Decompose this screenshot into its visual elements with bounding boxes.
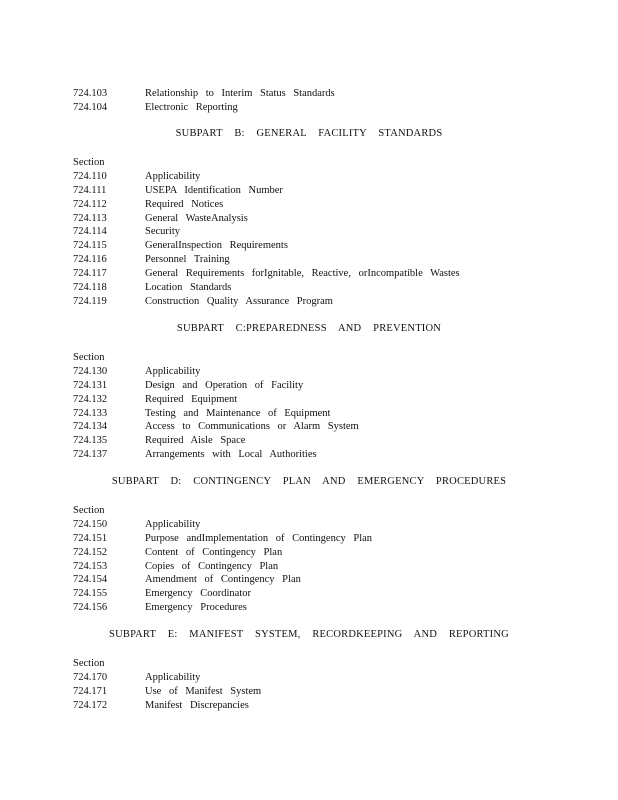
subpart-e-heading: SUBPART E: MANIFEST SYSTEM, RECORDKEEPING AND REPORTING bbox=[109, 629, 509, 640]
section-title: Arrangements with Local Authorities bbox=[145, 449, 317, 461]
section-number: 724.151 bbox=[73, 532, 108, 544]
section-title: GeneralInspection Requirements bbox=[145, 240, 288, 252]
list-item bbox=[73, 184, 553, 198]
list-item bbox=[73, 393, 553, 407]
section-number: 724.119 bbox=[73, 295, 107, 307]
section-number: 724.111 bbox=[73, 184, 107, 196]
list-item bbox=[73, 225, 553, 239]
list-item bbox=[73, 281, 553, 295]
section-number: 724.130 bbox=[73, 365, 108, 377]
section-label: Section bbox=[73, 658, 105, 669]
section-title: Electronic Reporting bbox=[145, 101, 238, 113]
list-item bbox=[73, 699, 553, 713]
subpart-d-list bbox=[73, 504, 553, 615]
section-title: Use of Manifest System bbox=[145, 685, 262, 697]
section-number: 724.153 bbox=[73, 560, 108, 572]
section-number: 724.150 bbox=[73, 518, 108, 530]
section-title: Security bbox=[145, 226, 180, 238]
section-title: Purpose andImplementation of Contingency Plan bbox=[145, 532, 373, 544]
list-item bbox=[73, 434, 553, 448]
list-item bbox=[73, 212, 553, 226]
subpart-d-heading: SUBPART D: CONTINGENCY PLAN AND EMERGENCY PROCEDURES bbox=[111, 476, 507, 487]
section-title: Required Aisle Space bbox=[145, 435, 246, 447]
list-item bbox=[73, 546, 553, 560]
section-title: Manifest Discrepancies bbox=[145, 699, 249, 711]
section-title: Copies of Contingency Plan bbox=[145, 560, 279, 572]
section-title: Applicability bbox=[145, 518, 201, 530]
section-title: Testing and Maintenance of Equipment bbox=[145, 407, 331, 419]
section-title: Applicability bbox=[145, 170, 201, 182]
section-number: 724.131 bbox=[73, 379, 108, 391]
section-number: 724.170 bbox=[73, 671, 108, 683]
section-label: Section bbox=[73, 352, 105, 363]
section-title: Required Notices bbox=[145, 198, 224, 210]
subpart-b-heading: SUBPART B: GENERAL FACILITY STANDARDS bbox=[175, 128, 443, 139]
section-number: 724.156 bbox=[73, 602, 108, 614]
section-number: 724.103 bbox=[73, 88, 108, 99]
section-number: 724.155 bbox=[73, 588, 108, 600]
section-title: Applicability bbox=[145, 671, 201, 683]
list-item bbox=[73, 685, 553, 699]
list-item bbox=[73, 295, 553, 309]
list-item bbox=[73, 420, 553, 434]
section-title: Relationship to Interim Status Standards bbox=[145, 88, 335, 99]
section-number: 724.116 bbox=[73, 254, 107, 266]
list-item bbox=[73, 198, 553, 212]
section-title: Location Standards bbox=[145, 282, 232, 294]
section-title: Emergency Coordinator bbox=[145, 588, 251, 600]
section-title: Access to Communications or Alarm System bbox=[145, 421, 359, 433]
list-item bbox=[73, 560, 553, 574]
subpart-b-list bbox=[73, 156, 553, 309]
section-title: Content of Contingency Plan bbox=[145, 546, 283, 558]
list-item bbox=[73, 365, 553, 379]
list-item bbox=[73, 601, 553, 615]
subpart-e-list bbox=[73, 657, 553, 713]
section-label: Section bbox=[73, 157, 105, 168]
section-title: Personnel Training bbox=[145, 254, 230, 266]
list-item bbox=[73, 573, 553, 587]
intro-section-list bbox=[73, 87, 553, 115]
section-title: General Requirements forIgnitable, Reactive, orIncompatible Wastes bbox=[145, 268, 460, 280]
list-item bbox=[73, 671, 553, 685]
section-number: 724.112 bbox=[73, 198, 107, 210]
section-number: 724.172 bbox=[73, 699, 108, 711]
section-number: 724.171 bbox=[73, 685, 108, 697]
section-number: 724.104 bbox=[73, 101, 108, 113]
section-label: Section bbox=[73, 505, 105, 516]
list-item bbox=[73, 267, 553, 281]
section-title: Emergency Procedures bbox=[145, 602, 247, 614]
section-number: 724.113 bbox=[73, 212, 107, 224]
section-title: Construction Quality Assurance Program bbox=[145, 295, 333, 307]
list-item bbox=[73, 448, 553, 462]
section-number: 724.152 bbox=[73, 546, 108, 558]
section-title: Design and Operation of Facility bbox=[145, 379, 304, 391]
section-title: General WasteAnalysis bbox=[145, 212, 248, 224]
list-item bbox=[73, 587, 553, 601]
section-number: 724.114 bbox=[73, 226, 107, 238]
list-item bbox=[73, 518, 553, 532]
list-item bbox=[73, 532, 553, 546]
section-number: 724.132 bbox=[73, 393, 108, 405]
section-number: 724.117 bbox=[73, 268, 107, 280]
section-number: 724.118 bbox=[73, 282, 107, 294]
list-item bbox=[73, 253, 553, 267]
section-number: 724.134 bbox=[73, 421, 108, 433]
list-item bbox=[73, 407, 553, 421]
subpart-c-heading: SUBPART C:PREPAREDNESS AND PREVENTION bbox=[176, 323, 442, 334]
list-item bbox=[73, 87, 553, 101]
section-title: Required Equipment bbox=[145, 393, 238, 405]
section-title: Amendment of Contingency Plan bbox=[145, 574, 301, 586]
section-number: 724.154 bbox=[73, 574, 108, 586]
section-number: 724.135 bbox=[73, 435, 108, 447]
section-number: 724.133 bbox=[73, 407, 108, 419]
list-item bbox=[73, 379, 553, 393]
section-title: USEPA Identification Number bbox=[145, 184, 283, 196]
subpart-c-list bbox=[73, 351, 553, 462]
section-number: 724.115 bbox=[73, 240, 107, 252]
section-title: Applicability bbox=[145, 365, 201, 377]
list-item bbox=[73, 239, 553, 253]
list-item bbox=[73, 101, 553, 115]
section-number: 724.110 bbox=[73, 170, 107, 182]
list-item bbox=[73, 170, 553, 184]
section-number: 724.137 bbox=[73, 449, 108, 461]
